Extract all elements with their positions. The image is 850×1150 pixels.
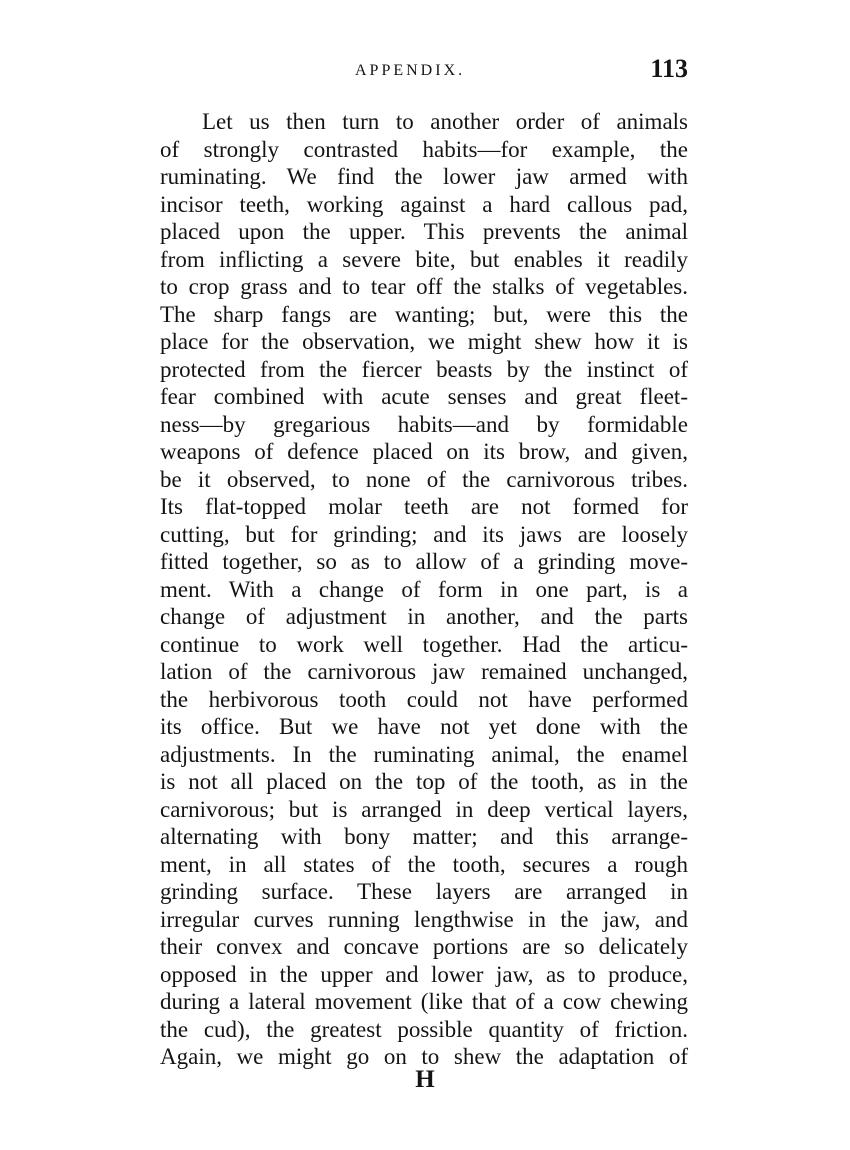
- text-line: irregular curves running lengthwise in the jaw, and: [160, 906, 688, 932]
- text-line: to crop grass and to tear off the stalks of vegetables.: [160, 274, 688, 299]
- text-line: ment. With a change of form in one part, is a: [160, 576, 688, 602]
- text-line: lation of the carnivorous jaw remained unchanged,: [160, 659, 688, 684]
- text-line: of strongly contrasted habits—for example, the: [160, 136, 688, 162]
- text-line: ment, in all states of the tooth, secures a rough: [160, 851, 688, 877]
- text-line: their convex and concave portions are so delicately: [160, 934, 688, 959]
- text-line: adjustments. In the ruminating animal, the enamel: [160, 741, 688, 767]
- text-line: incisor teeth, working against a hard callous pad,: [160, 191, 688, 217]
- text-line: placed upon the upper. This prevents the animal: [160, 219, 688, 244]
- body-text: [160, 108, 688, 1071]
- page-number: 113: [650, 54, 688, 83]
- text-line: cutting, but for grinding; and its jaws are loosely: [160, 521, 688, 547]
- running-head: [160, 54, 688, 92]
- text-line: Again, we might go on to shew the adaptation of: [160, 1044, 688, 1069]
- running-title: APPENDIX.: [355, 62, 466, 79]
- text-line: fitted together, so as to allow of a grinding move-: [160, 549, 688, 574]
- text-line: the herbivorous tooth could not have performed: [160, 686, 688, 712]
- text-line: place for the observation, we might shew how it is: [160, 329, 688, 354]
- text-line: from inflicting a severe bite, but enables it readily: [160, 246, 688, 272]
- signature-mark: H: [415, 1066, 435, 1093]
- text-line: The sharp fangs are wanting; but, were this the: [160, 301, 688, 327]
- text-line: ruminating. We find the lower jaw armed with: [160, 164, 688, 189]
- text-line: grinding surface. These layers are arranged in: [160, 879, 688, 904]
- text-line: fear combined with acute senses and great fleet-: [160, 384, 688, 409]
- text-line: Let us then turn to another order of animals: [202, 109, 688, 134]
- text-line: Its flat-topped molar teeth are not formed for: [160, 494, 688, 519]
- text-line: continue to work well together. Had the articu-: [160, 631, 688, 657]
- text-line: during a lateral movement (like that of a cow chewing: [160, 989, 688, 1014]
- text-line: its office. But we have not yet done with the: [160, 714, 688, 739]
- text-line: the cud), the greatest possible quantity of friction.: [160, 1016, 688, 1042]
- text-line: carnivorous; but is arranged in deep vertical layers,: [160, 796, 688, 822]
- text-line: alternating with bony matter; and this arrange-: [160, 824, 688, 849]
- text-line: protected from the fiercer beasts by the instinct of: [160, 356, 688, 382]
- text-line: is not all placed on the top of the tooth, as in the: [160, 769, 688, 794]
- text-line: change of adjustment in another, and the parts: [160, 604, 688, 629]
- text-line: ness—by gregarious habits—and by formidable: [160, 411, 688, 437]
- text-line: weapons of defence placed on its brow, and given,: [160, 439, 688, 464]
- text-line: opposed in the upper and lower jaw, as to produce,: [160, 961, 688, 987]
- text-line: be it observed, to none of the carnivorous tribes.: [160, 466, 688, 492]
